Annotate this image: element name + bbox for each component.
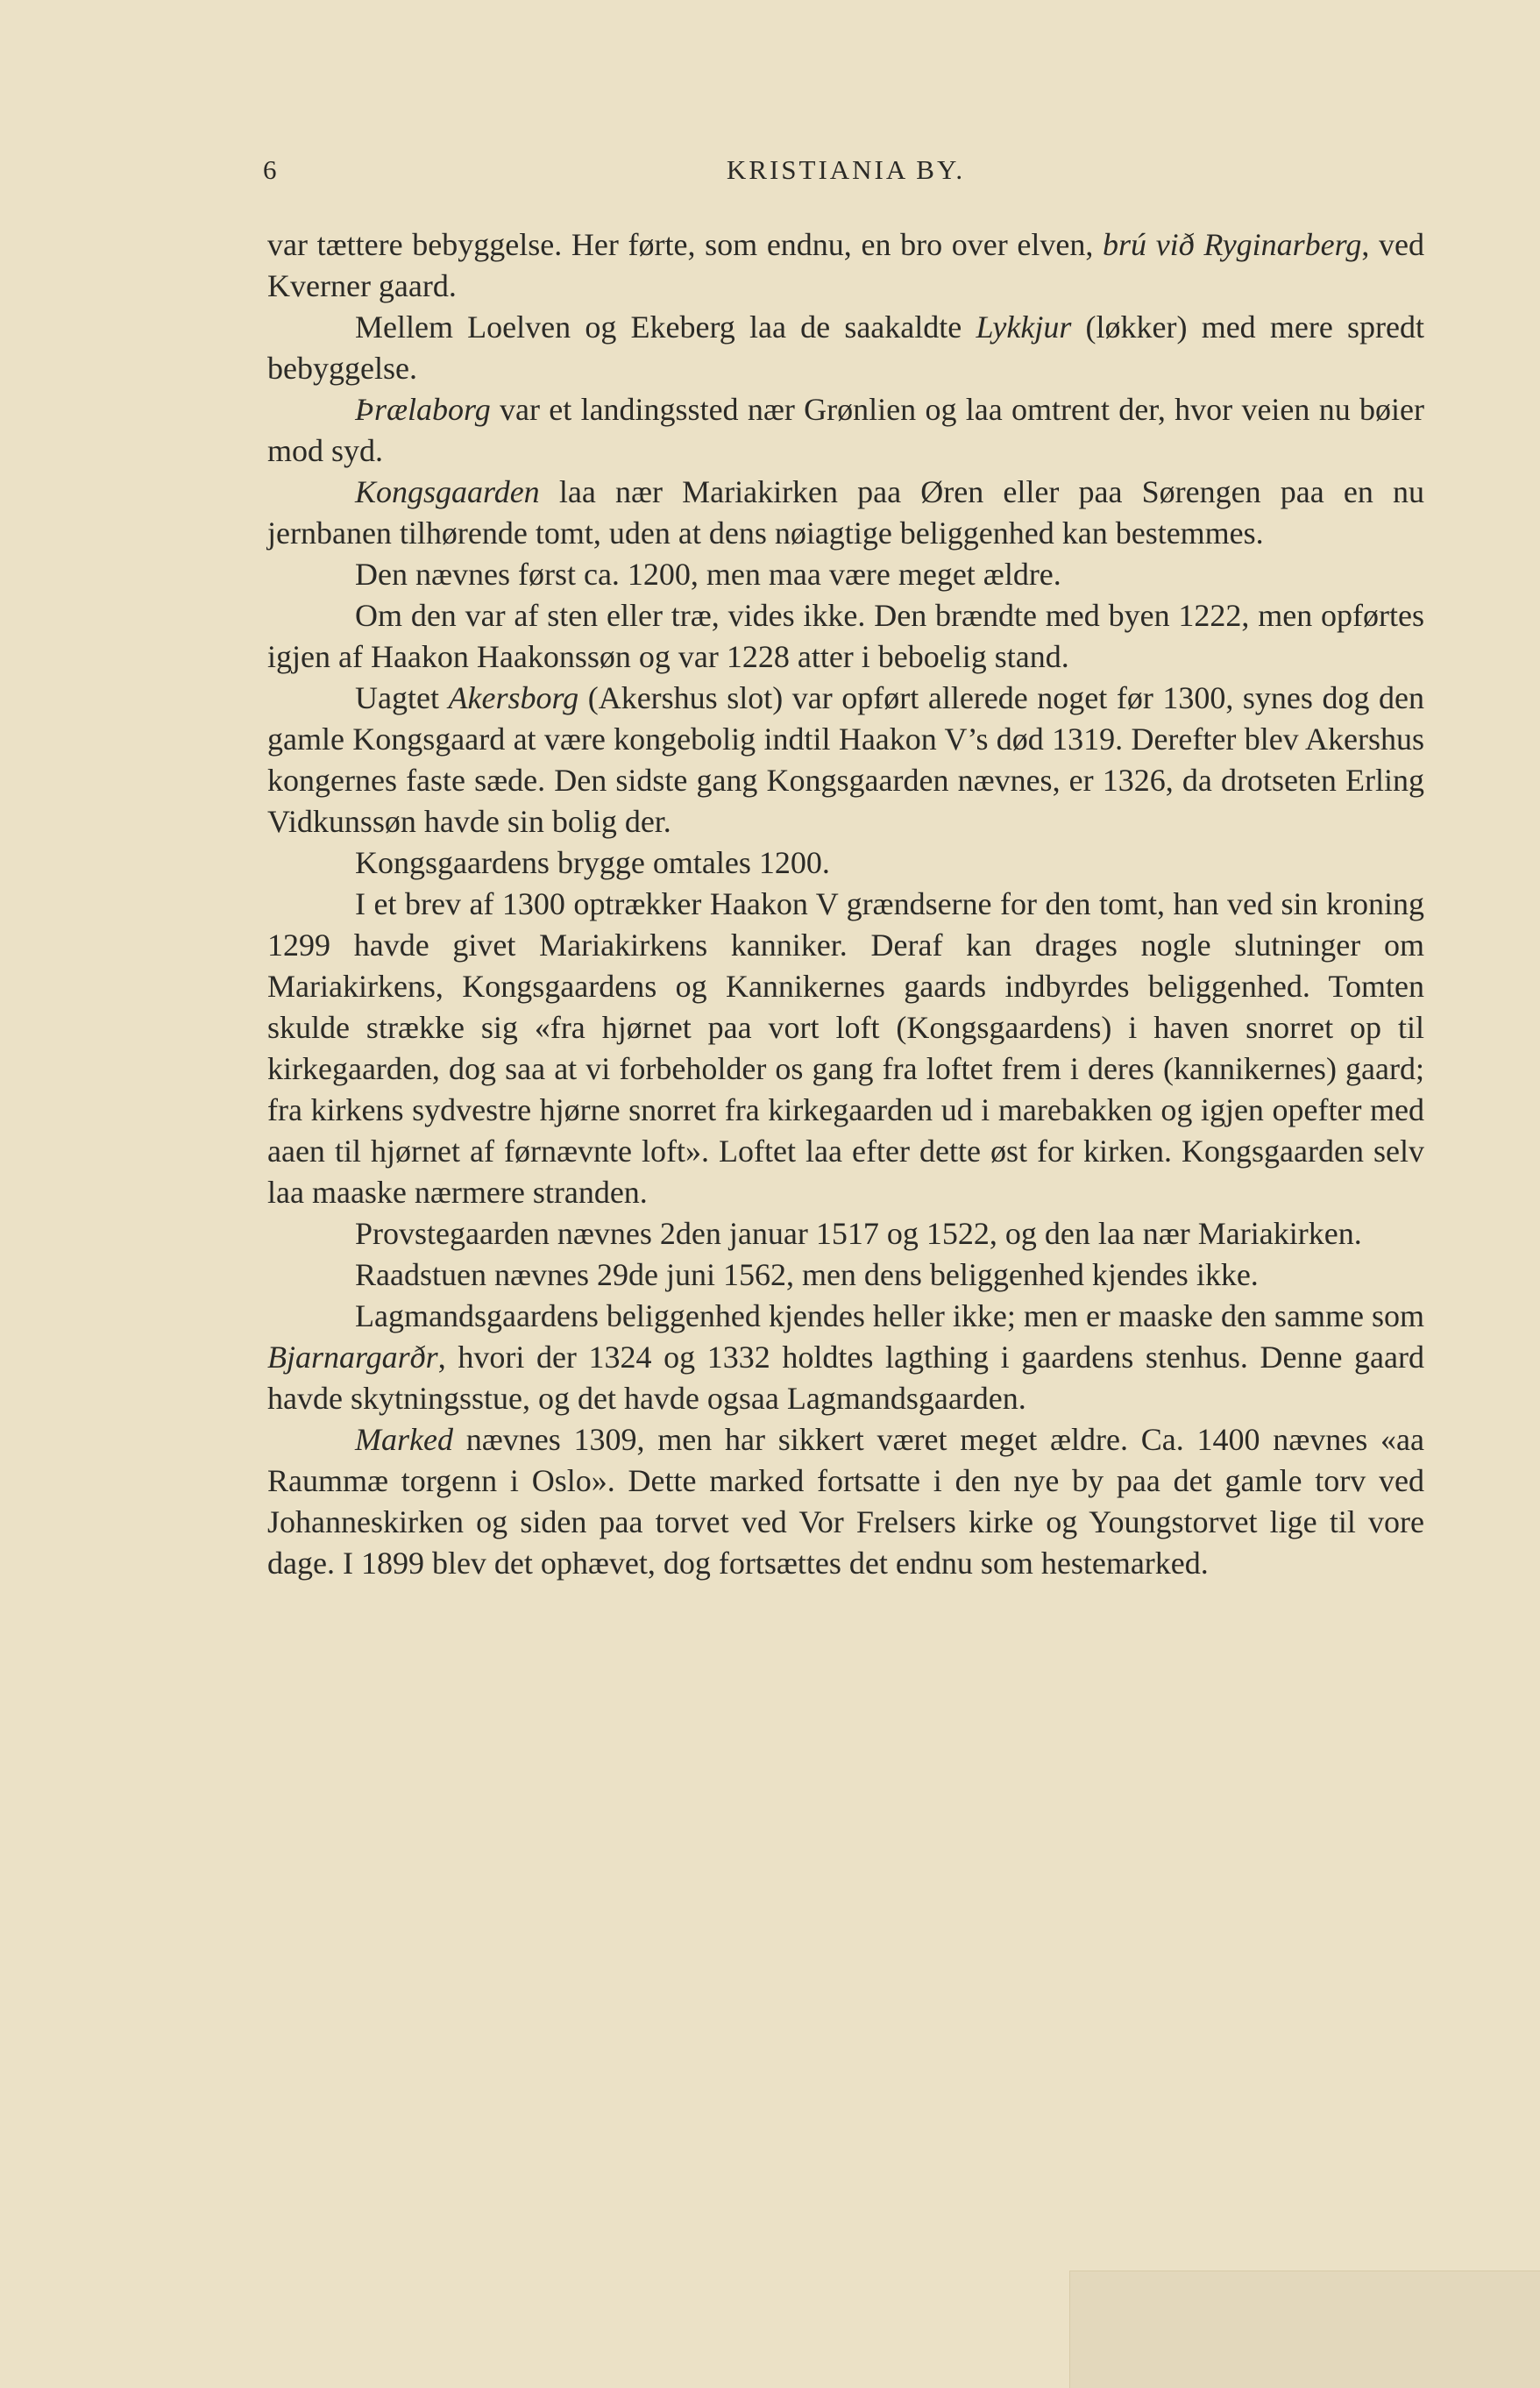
text-run: laa nær Mariakirken paa Øren eller paa Sørengen paa en nu jernbanen tilhørende tomt, uden at dens nøiagtige beliggenhed kan bestemmes. <box>267 474 1424 551</box>
italic-term: Akersborg <box>448 680 579 715</box>
text-run: nævnes 1309, men har sikkert været meget ældre. Ca. 1400 nævnes «aa Raummæ torgenn i Oslo». Dette marked fortsatte i den nye by paa det gamle torv ved Johanneskirken og siden paa torvet ved Vor Frelsers kirke og Youngstorvet lige til vore dage. I 1899 blev det ophævet, dog fortsættes det endnu som hestemarked. <box>267 1422 1424 1581</box>
body-text <box>267 224 1424 1584</box>
text-run: (Akershus slot) var opført allerede noget før 1300, synes dog den gamle Kongsgaard at være kongebolig indtil Haakon V’s død 1319. Derefter blev Akershus kongernes faste sæde. Den sidste gang Kongsgaarden nævnes, er 1326, da drotseten Erling Vidkunssøn havde sin bolig der. <box>267 680 1424 839</box>
paragraph <box>267 884 1424 1213</box>
italic-term: Kongsgaarden <box>355 474 540 509</box>
text-run: , hvori der 1324 og 1332 holdtes lagthing i gaardens stenhus. Denne gaard havde skytningsstue, og det havde ogsaa Lagmandsgaarden. <box>267 1340 1424 1416</box>
paragraph <box>267 389 1424 472</box>
paragraph <box>267 554 1424 595</box>
italic-term: Þrælaborg <box>355 392 491 427</box>
text-run: var tættere bebyggelse. Her førte, som endnu, en bro over elven, <box>267 227 1104 262</box>
text-run: Raadstuen nævnes 29de juni 1562, men dens beliggenhed kjendes ikke. <box>355 1257 1259 1292</box>
paragraph <box>267 1296 1424 1419</box>
text-run: (løkker) med mere spredt bebyggelse. <box>267 309 1424 386</box>
text-run: I et brev af 1300 optrækker Haakon V grændserne for den tomt, han ved sin kroning 1299 havde givet Mariakirkens kanniker. Deraf kan drages nogle slutninger om Mariakirkens, Kongsgaardens og Kannikernes gaards indbyrdes beliggenhed. Tomten skulde strække sig «fra hjørnet paa vort loft (Kongsgaardens) i haven snorret op til kirkegaarden, dog saa at vi forbeholder os gang fra loftet frem i deres (kannikernes) gaard; fra kirkens sydvestre hjørne snorret fra kirkegaarden ud i marebakken og igjen opefter med aaen til hjørnet af førnævnte loft». Loftet laa efter dette øst for kirken. Kongsgaarden selv laa maaske nærmere stranden. <box>267 886 1424 1210</box>
page-edge-shadow <box>1069 2271 1540 2388</box>
running-title: KRISTIANIA BY. <box>726 154 966 185</box>
italic-term: Bjarnargarðr <box>267 1340 438 1375</box>
text-run: Lagmandsgaardens beliggenhed kjendes heller ikke; men er maaske den samme som <box>355 1298 1424 1333</box>
text-run: Mellem Loelven og Ekeberg laa de saakaldte <box>355 309 976 345</box>
page-number: 6 <box>263 154 279 185</box>
text-run: Den nævnes først ca. 1200, men maa være meget ældre. <box>355 557 1061 592</box>
running-head <box>263 154 1429 193</box>
paragraph <box>267 1419 1424 1584</box>
italic-term: Marked <box>355 1422 453 1457</box>
text-run: Uagtet <box>355 680 449 715</box>
text-run: , ved Kverner gaard. <box>267 227 1424 303</box>
paragraph <box>267 224 1424 307</box>
paragraph <box>267 1213 1424 1254</box>
paragraph <box>267 1254 1424 1296</box>
text-run: Provstegaarden nævnes 2den januar 1517 og 1522, og den laa nær Mariakirken. <box>355 1216 1362 1251</box>
paragraph <box>267 472 1424 554</box>
text-run: Om den var af sten eller træ, vides ikke. Den brændte med byen 1222, men opførtes igjen af Haakon Haakonssøn og var 1228 atter i beboelig stand. <box>267 598 1424 674</box>
paragraph <box>267 842 1424 884</box>
text-run: var et landingssted nær Grønlien og laa omtrent der, hvor veien nu bøier mod syd. <box>267 392 1424 468</box>
text-run: Kongsgaardens brygge omtales 1200. <box>355 845 830 880</box>
paragraph <box>267 307 1424 389</box>
italic-term: Lykkjur <box>976 309 1072 345</box>
paragraph <box>267 678 1424 842</box>
paragraph <box>267 595 1424 678</box>
italic-term: brú við Ryginarberg <box>1103 227 1362 262</box>
